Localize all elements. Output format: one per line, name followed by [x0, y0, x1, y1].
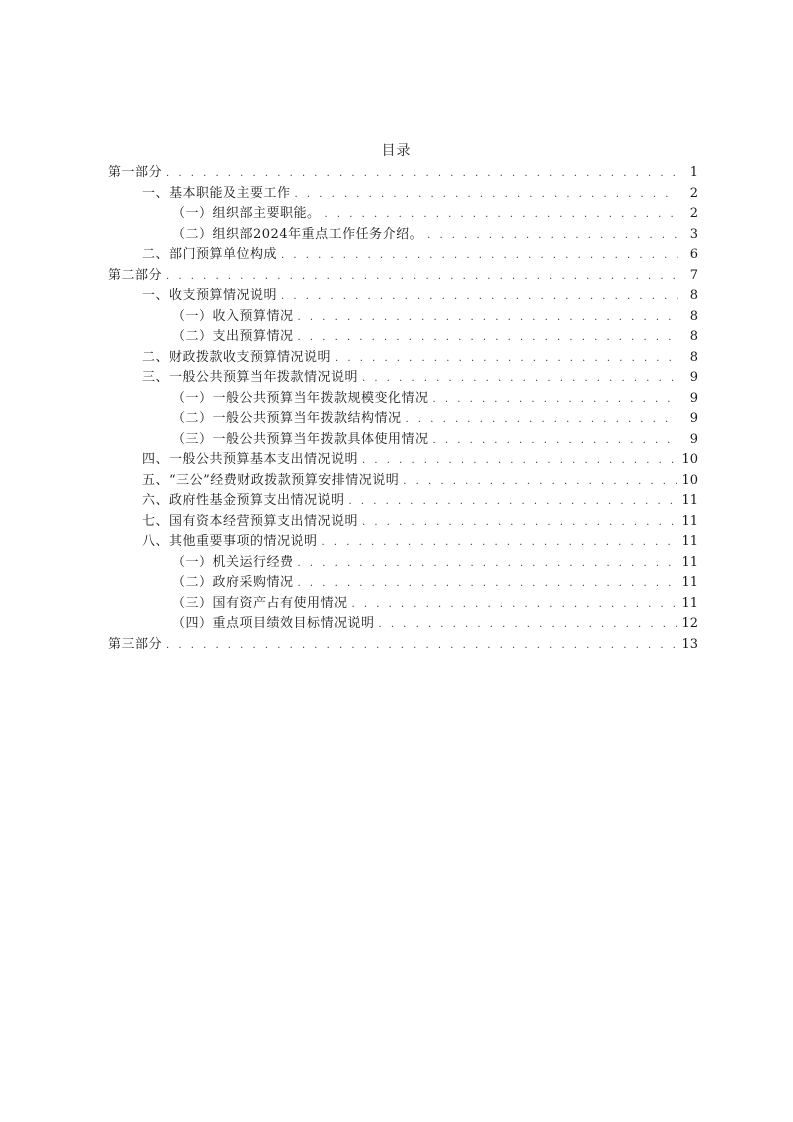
toc-entry-label: （一）收入预算情况: [172, 308, 294, 324]
toc-entry[interactable]: [108, 225, 698, 246]
toc-entry-label: 第三部分: [108, 636, 163, 652]
toc-dot-leader: [352, 595, 678, 616]
toc-entry-label: 五、“三公”经费财政拨款预算安排情况说明: [142, 472, 400, 488]
toc-entry[interactable]: [108, 594, 698, 615]
toc-dot-leader: [298, 308, 678, 329]
toc-dot-leader: [403, 472, 677, 493]
toc-entry-label: （二）支出预算情况: [172, 329, 294, 344]
toc-entry-page-number: 13: [681, 636, 698, 652]
toc-title: 目录: [381, 143, 412, 159]
toc-entry[interactable]: [108, 327, 698, 348]
toc-entry-label: 二、部门预算单位构成: [142, 247, 278, 262]
toc-entry-page-number: 2: [689, 206, 698, 221]
toc-entry-label: 一、基本职能及主要工作: [142, 185, 291, 201]
toc-dot-leader: [335, 349, 678, 370]
toc-entry-page-number: 9: [689, 411, 698, 426]
toc-entry[interactable]: [108, 532, 698, 553]
toc-entry-label: 八、其他重要事项的情况说明: [142, 534, 318, 549]
toc-entry-page-number: 12: [681, 616, 698, 631]
toc-entry-page-number: 8: [689, 349, 698, 365]
toc-entry[interactable]: [108, 450, 698, 471]
toc-entry-label: 三、一般公共预算当年拨款情况说明: [142, 370, 359, 385]
toc-entry-label: 七、国有资本经营预算支出情况说明: [142, 513, 359, 529]
toc-entry-page-number: 9: [689, 431, 698, 447]
toc-entry-page-number: 11: [681, 534, 698, 549]
toc-entry-label: （三）国有资产占有使用情况: [172, 595, 348, 611]
toc-dot-leader: [281, 287, 678, 308]
toc-entry-label: （二）政府采购情况: [172, 575, 294, 590]
toc-entry-page-number: 3: [689, 226, 698, 242]
toc-entry-label: 六、政府性基金预算支出情况说明: [142, 493, 345, 508]
toc-entry-page-number: 11: [681, 493, 698, 508]
toc-entry-page-number: 11: [681, 595, 698, 611]
toc-entry-label: （三）一般公共预算当年拨款具体使用情况: [172, 431, 429, 447]
toc-entry[interactable]: [108, 512, 698, 533]
toc-entry[interactable]: [108, 286, 698, 307]
toc-entry-label: （一）组织部主要职能。: [172, 206, 321, 221]
toc-dot-leader: [166, 267, 678, 288]
toc-entry-page-number: 11: [681, 513, 698, 529]
toc-entry[interactable]: [108, 553, 698, 574]
toc-dot-leader: [433, 431, 678, 452]
toc-dot-leader: [379, 615, 678, 636]
toc-dot-leader: [349, 492, 678, 513]
toc-entry[interactable]: [108, 204, 698, 225]
table-of-contents: [108, 163, 698, 655]
toc-entry-label: 四、一般公共预算基本支出情况说明: [142, 452, 359, 467]
toc-dot-leader: [362, 451, 677, 472]
toc-dot-leader: [298, 554, 678, 575]
toc-dot-leader: [322, 533, 678, 554]
toc-entry[interactable]: [108, 409, 698, 430]
toc-entry[interactable]: [108, 389, 698, 410]
toc-entry[interactable]: [108, 266, 698, 287]
toc-entry-page-number: 1: [689, 165, 698, 180]
toc-entry[interactable]: [108, 614, 698, 635]
toc-entry-page-number: 11: [681, 554, 698, 570]
toc-dot-leader: [166, 164, 678, 185]
toc-dot-leader: [362, 513, 677, 534]
toc-entry[interactable]: [108, 491, 698, 512]
toc-entry[interactable]: [108, 430, 698, 451]
toc-entry-page-number: 9: [689, 370, 698, 385]
toc-entry[interactable]: [108, 471, 698, 492]
toc-dot-leader: [298, 574, 678, 595]
toc-entry[interactable]: [108, 245, 698, 266]
toc-entry[interactable]: [108, 184, 698, 205]
toc-entry-page-number: 6: [689, 247, 698, 262]
toc-entry[interactable]: [108, 635, 698, 656]
toc-entry-label: （一）一般公共预算当年拨款规模变化情况: [172, 390, 429, 406]
toc-entry-page-number: 7: [689, 267, 698, 283]
toc-entry-label: 一、收支预算情况说明: [142, 288, 278, 303]
toc-dot-leader: [362, 369, 678, 390]
toc-entry-page-number: 8: [689, 308, 698, 324]
toc-dot-leader: [295, 185, 678, 206]
toc-dot-leader: [325, 205, 678, 226]
toc-entry-label: （一）机关运行经费: [172, 554, 294, 570]
toc-dot-leader: [166, 636, 677, 657]
toc-entry-page-number: 11: [681, 575, 698, 590]
toc-entry[interactable]: [108, 573, 698, 594]
toc-entry-label: （四）重点项目绩效目标情况说明: [172, 616, 375, 631]
toc-entry-page-number: 8: [689, 329, 698, 344]
toc-entry[interactable]: [108, 163, 698, 184]
toc-entry-label: 第一部分: [108, 165, 163, 180]
toc-entry[interactable]: [108, 348, 698, 369]
toc-entry[interactable]: [108, 368, 698, 389]
toc-dot-leader: [281, 246, 678, 267]
toc-dot-leader: [427, 226, 678, 247]
toc-entry-label: （二）一般公共预算当年拨款结构情况: [172, 411, 402, 426]
toc-entry-page-number: 2: [689, 185, 698, 201]
toc-entry-page-number: 8: [689, 288, 698, 303]
toc-dot-leader: [433, 390, 678, 411]
toc-entry-page-number: 10: [681, 452, 698, 467]
toc-dot-leader: [298, 328, 678, 349]
toc-entry-page-number: 9: [689, 390, 698, 406]
toc-entry-label: 二、财政拨款收支预算情况说明: [142, 349, 332, 365]
toc-entry-label: （二）组织部2024年重点工作任务介绍。: [172, 226, 424, 242]
toc-dot-leader: [406, 410, 678, 431]
toc-entry[interactable]: [108, 307, 698, 328]
toc-entry-page-number: 10: [681, 472, 698, 488]
toc-entry-label: 第二部分: [108, 267, 163, 283]
